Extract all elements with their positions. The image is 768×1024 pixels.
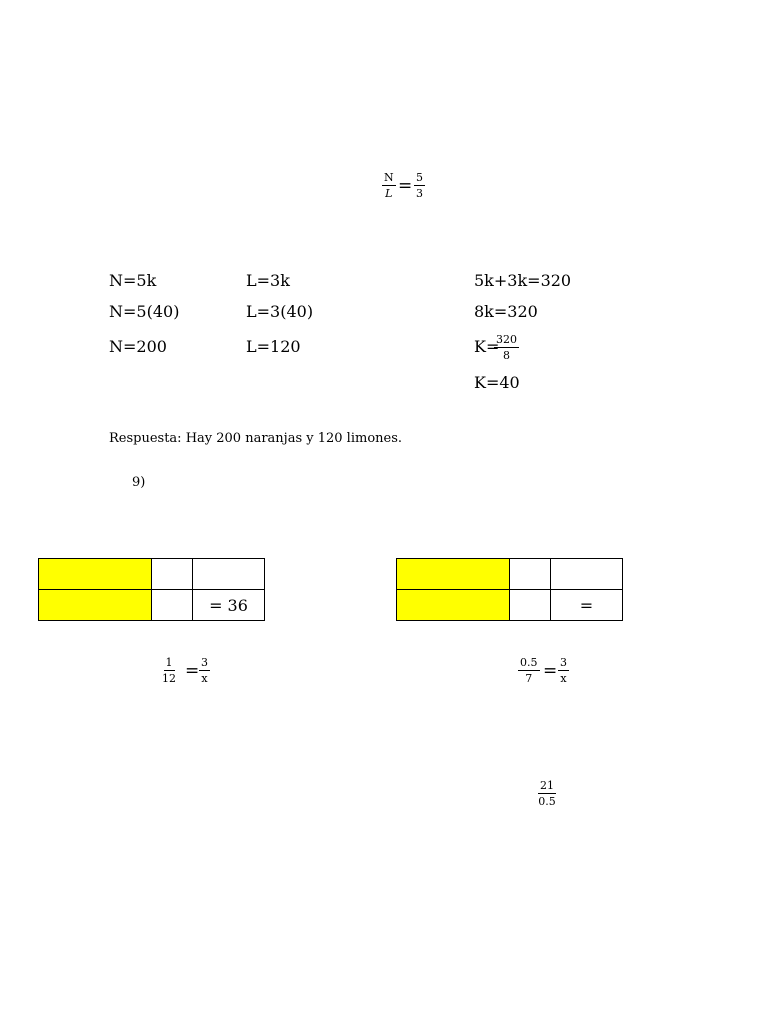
- proportion-table-right: [396, 558, 623, 621]
- table-row: [39, 559, 265, 590]
- fraction-3-x-left: [199, 657, 210, 684]
- table-cell-value: =: [551, 590, 623, 621]
- answer-text: Respuesta: Hay 200 naranjas y 120 limones.: [109, 431, 403, 446]
- fraction-denominator-7: 7: [525, 672, 533, 685]
- table-cell-highlight: [397, 590, 510, 621]
- eq-n-5-40: N=5(40): [109, 302, 180, 321]
- fraction-1-12: [162, 657, 176, 684]
- fraction-numerator-1: 1: [165, 656, 173, 669]
- ratio-denominator-l: L: [385, 187, 393, 200]
- table-row: [397, 590, 623, 621]
- table-cell: [152, 590, 193, 621]
- fraction-denominator-x: x: [201, 672, 208, 685]
- eq-n-5k: N=5k: [109, 271, 157, 290]
- ratio-numerator-n: N: [384, 171, 394, 184]
- table-row: [39, 590, 265, 621]
- eq-k-prefix: K=: [474, 337, 500, 356]
- table-cell: [551, 559, 623, 590]
- fraction-numerator-05: 0.5: [520, 656, 538, 669]
- equals-sign-right: =: [543, 661, 558, 681]
- fraction-numerator-320: 320: [496, 333, 517, 346]
- eq-sum-320: 5k+3k=320: [474, 271, 572, 290]
- table-cell: [510, 590, 551, 621]
- table-cell: [193, 559, 265, 590]
- fraction-3-x-right: [558, 657, 569, 684]
- ratio-denominator-3: 3: [416, 187, 423, 200]
- eq-l-3k: L=3k: [246, 271, 290, 290]
- table-cell: [510, 559, 551, 590]
- table-cell-highlight: [39, 559, 152, 590]
- fraction-05-7: [518, 657, 540, 684]
- eq-l-3-40: L=3(40): [246, 302, 314, 321]
- fraction-denominator-12: 12: [162, 672, 176, 685]
- equals-sign-left: =: [185, 661, 200, 681]
- table-cell: [152, 559, 193, 590]
- eq-k-40: K=40: [474, 373, 520, 392]
- ratio-fraction-5-3: [414, 172, 425, 199]
- table-cell-value: = 36: [193, 590, 265, 621]
- fraction-numerator-21: 21: [540, 779, 554, 792]
- ratio-numerator-5: 5: [416, 171, 423, 184]
- ratio-fraction-n-l: [382, 172, 396, 199]
- fraction-numerator-3: 3: [560, 656, 567, 669]
- table-cell-highlight: [397, 559, 510, 590]
- table-row: [397, 559, 623, 590]
- problem-number: 9): [132, 475, 146, 490]
- proportion-table-left: [38, 558, 265, 621]
- eq-8k-320: 8k=320: [474, 302, 538, 321]
- fraction-denominator-8: 8: [503, 349, 510, 362]
- fraction-denominator-x: x: [560, 672, 567, 685]
- fraction-numerator-3: 3: [201, 656, 208, 669]
- fraction-320-8: [494, 334, 519, 361]
- eq-l-120: L=120: [246, 337, 301, 356]
- fraction-21-05: [538, 780, 556, 807]
- eq-n-200: N=200: [109, 337, 167, 356]
- fraction-denominator-05: 0.5: [538, 795, 556, 808]
- table-cell-highlight: [39, 590, 152, 621]
- ratio-equals: =: [398, 176, 413, 196]
